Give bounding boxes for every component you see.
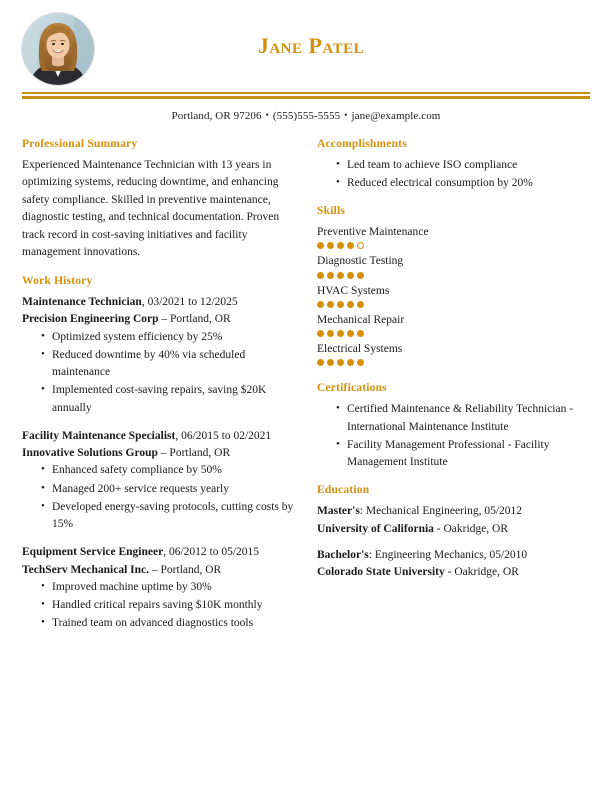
job-title: Equipment Service Engineer xyxy=(22,546,164,559)
job-title: Maintenance Technician xyxy=(22,296,142,309)
accomplishments-list xyxy=(317,157,590,193)
profile-photo-icon xyxy=(22,13,94,85)
job-title-line xyxy=(22,544,295,561)
job-company: TechServ Mechanical Inc. xyxy=(22,563,150,576)
education-school: University of California xyxy=(317,522,434,535)
skill-name: HVAC Systems xyxy=(317,284,390,297)
work-history-entry xyxy=(22,294,295,417)
education-field: : Engineering Mechanics, 05/2010 xyxy=(368,548,528,561)
left-column xyxy=(22,138,295,644)
job-bullet-list xyxy=(22,579,295,633)
rating-dot-filled xyxy=(357,272,364,279)
education-school-line xyxy=(317,564,590,581)
list-item: • Reduced electrical consumption by 20% xyxy=(336,175,590,192)
list-item: • Led team to achieve ISO compliance xyxy=(336,157,590,174)
job-bullet-list xyxy=(22,329,295,417)
skill-rating-dots xyxy=(317,358,590,369)
education-entry xyxy=(317,503,590,538)
rating-dot-filled xyxy=(317,359,324,366)
section-heading-education: Education xyxy=(317,484,370,497)
skill-item xyxy=(317,341,590,369)
rating-dot-filled xyxy=(347,330,354,337)
page-title: Jane Patel xyxy=(257,32,365,58)
rating-dot-filled xyxy=(317,330,324,337)
job-company: Precision Engineering Corp xyxy=(22,313,159,326)
section-heading-certifications: Certifications xyxy=(317,382,387,395)
rating-dot-filled xyxy=(337,330,344,337)
job-company-line xyxy=(22,311,295,328)
contact-separator-2: • xyxy=(344,109,348,120)
education-degree-line xyxy=(317,503,590,520)
job-location: – Portland, OR xyxy=(157,447,231,460)
avatar xyxy=(22,13,94,85)
rating-dot-filled xyxy=(347,301,354,308)
skill-rating-dots xyxy=(317,241,590,252)
list-item: • Certified Maintenance & Reliability Technician - International Maintenance Institute xyxy=(336,401,590,436)
contact-email[interactable]: jane@example.com xyxy=(351,109,441,122)
education-entry xyxy=(317,547,590,582)
education-location: - Oakridge, OR xyxy=(444,566,519,578)
resume-header xyxy=(0,0,612,92)
skill-rating-dots xyxy=(317,329,590,340)
rating-dot-filled xyxy=(337,301,344,308)
rating-dot-empty xyxy=(357,242,364,249)
rating-dot-filled xyxy=(337,272,344,279)
work-history-entry xyxy=(22,428,295,534)
job-location: – Portland, OR xyxy=(149,563,222,576)
section-heading-professional-summary: Professional Summary xyxy=(22,137,138,150)
professional-summary-text: Experienced Maintenance Technician with 13 years in optimizing systems, reducing downtime, and enhancing safety compliance. Skilled in preventive maintenance, diagnostic testing, and technical documentation. Proven track record in cost-saving initiatives and facility management innovations. xyxy=(22,158,280,259)
skill-item xyxy=(317,253,590,281)
skill-item xyxy=(317,224,590,252)
job-bullet-list xyxy=(22,462,295,533)
list-item: • Developed energy-saving protocols, cutting costs by 15% xyxy=(41,499,295,534)
contact-separator-1: • xyxy=(265,109,269,120)
skill-item xyxy=(317,312,590,340)
rating-dot-filled xyxy=(357,359,364,366)
certifications-list xyxy=(317,401,590,471)
skill-name: Diagnostic Testing xyxy=(317,255,404,268)
job-title-line xyxy=(22,294,295,311)
job-title-line xyxy=(22,428,295,445)
list-item: • Trained team on advanced diagnostics tools xyxy=(41,615,295,632)
job-company-line xyxy=(22,562,295,579)
rating-dot-filled xyxy=(317,272,324,279)
education-school: Colorado State University xyxy=(317,566,445,578)
list-item: • Reduced downtime by 40% via scheduled maintenance xyxy=(41,347,295,382)
section-heading-skills: Skills xyxy=(317,205,346,217)
education-degree-line xyxy=(317,547,590,564)
skill-rating-dots xyxy=(317,300,590,311)
job-company-line xyxy=(22,445,295,462)
rating-dot-filled xyxy=(337,359,344,366)
rating-dot-filled xyxy=(347,272,354,279)
rating-dot-filled xyxy=(327,301,334,308)
section-heading-work-history: Work History xyxy=(22,275,93,288)
rating-dot-filled xyxy=(317,301,324,308)
contact-phone: (555)555-5555 xyxy=(272,109,341,122)
list-item: • Handled critical repairs saving $10K monthly xyxy=(41,597,295,614)
job-location: – Portland, OR xyxy=(158,313,231,326)
rating-dot-filled xyxy=(327,242,334,249)
list-item: • Improved machine uptime by 30% xyxy=(41,579,295,596)
skill-name: Mechanical Repair xyxy=(317,313,405,326)
job-title: Facility Maintenance Specialist xyxy=(22,429,176,442)
job-company: Innovative Solutions Group xyxy=(22,447,158,460)
skill-name: Preventive Maintenance xyxy=(317,226,429,238)
list-item: • Managed 200+ service requests yearly xyxy=(41,481,295,498)
education-school-line xyxy=(317,521,590,538)
education-location: - Oakridge, OR xyxy=(433,522,508,535)
education-field: : Mechanical Engineering, 05/2012 xyxy=(359,505,523,518)
list-item: • Optimized system efficiency by 25% xyxy=(41,329,295,346)
work-history-entry xyxy=(22,544,295,632)
rating-dot-filled xyxy=(317,242,324,249)
list-item: • Enhanced safety compliance by 50% xyxy=(41,462,295,479)
list-item: • Implemented cost-saving repairs, saving $20K annually xyxy=(41,382,295,417)
education-degree: Bachelor's xyxy=(317,548,369,561)
job-dates: , 06/2015 to 02/2021 xyxy=(175,429,272,442)
education-degree: Master's xyxy=(317,505,360,518)
rating-dot-filled xyxy=(337,242,344,249)
contact-line xyxy=(0,99,612,122)
skill-name: Electrical Systems xyxy=(317,343,403,355)
rating-dot-filled xyxy=(357,301,364,308)
rating-dot-filled xyxy=(347,359,354,366)
job-dates: , 06/2012 to 05/2015 xyxy=(163,546,260,559)
rating-dot-filled xyxy=(327,330,334,337)
skill-rating-dots xyxy=(317,271,590,282)
rating-dot-filled xyxy=(327,272,334,279)
rating-dot-filled xyxy=(347,242,354,249)
skill-item xyxy=(317,283,590,311)
list-item: • Facility Management Professional - Facility Management Institute xyxy=(336,437,590,472)
rating-dot-filled xyxy=(327,359,334,366)
right-column xyxy=(317,138,590,591)
content-columns xyxy=(0,122,612,644)
rating-dot-filled xyxy=(357,330,364,337)
section-heading-accomplishments: Accomplishments xyxy=(317,137,407,150)
contact-location: Portland, OR 97206 xyxy=(171,109,262,122)
job-dates: , 03/2021 to 12/2025 xyxy=(141,296,238,309)
